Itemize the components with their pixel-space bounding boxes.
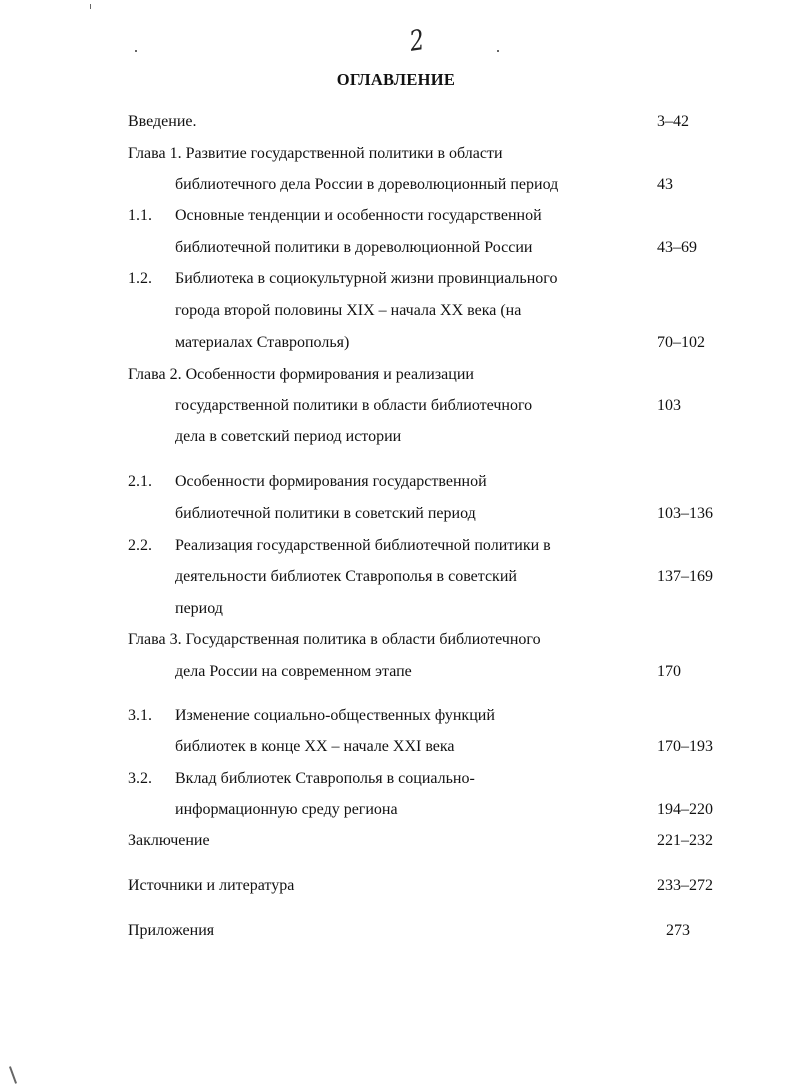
toc-entry-chapter-2-line-1: Глава 2. Особенности формирования и реализации [128,366,474,383]
toc-entry-2-2-line-2: деятельности библиотек Ставрополья в советский [175,568,517,585]
toc-page-3-2: 194–220 [657,801,713,818]
toc-entry-chapter-2-line-2: государственной политики в области библиотечного [175,397,533,414]
toc-entry-1-1-line-1: Основные тенденции и особенности государственной [175,207,542,224]
scan-speck [497,50,499,52]
toc-entry-1-2-line-3: материалах Ставрополья) [175,334,350,351]
toc-entry-chapter-3-line-2: дела России на современном этапе [175,663,412,680]
toc-page-3-1: 170–193 [657,738,713,755]
toc-entry-sources: Источники и литература [128,877,295,894]
toc-page-intro: 3–42 [657,113,689,130]
toc-entry-1-1-line-2: библиотечной политики в дореволюционной России [175,239,533,256]
toc-entry-1-2-line-2: города второй половины XIX – начала XX века (на [175,302,522,319]
toc-entry-3-1-line-1: Изменение социально-общественных функций [175,707,495,724]
toc-page-chapter-2: 103 [657,397,681,414]
page-title: ОГЛАВЛЕНИЕ [336,70,456,89]
toc-entry-3-2-line-2: информационную среду региона [175,801,398,818]
toc-entry-chapter-1-line-1: Глава 1. Развитие государственной политики в области [128,145,503,162]
scan-mark [9,1066,17,1084]
toc-entry-1-2-line-1: Библиотека в социокультурной жизни провинциального [175,270,558,287]
toc-entry-chapter-2-line-3: дела в советский период истории [175,428,402,445]
toc-page-sources: 233–272 [657,877,713,894]
toc-entry-intro: Введение. [128,113,197,130]
toc-page-chapter-1: 43 [657,176,673,193]
handwritten-page-number: 2 [407,23,427,58]
toc-page-conclusion: 221–232 [657,832,713,849]
toc-page-appendices: 273 [666,922,690,939]
toc-entry-chapter-3-line-1: Глава 3. Государственная политика в области библиотечного [128,631,541,648]
scan-speck [135,50,137,52]
toc-entry-2-1-line-2: библиотечной политики в советский период [175,505,476,522]
toc-entry-2-2-line-1: Реализация государственной библиотечной политики в [175,537,551,554]
scan-speck [90,4,91,9]
toc-entry-3-2-line-1: Вклад библиотек Ставрополья в социально- [175,770,475,787]
toc-num-3-1: 3.1. [128,707,152,724]
toc-entry-2-1-line-1: Особенности формирования государственной [175,473,487,490]
toc-entry-appendices: Приложения [128,922,215,939]
toc-page-2-2: 137–169 [657,568,713,585]
toc-page-chapter-3: 170 [657,663,681,680]
toc-entry-3-1-line-2: библиотек в конце XX – начале XXI века [175,738,455,755]
toc-num-1-1: 1.1. [128,207,152,224]
toc-page-1-1: 43–69 [657,239,697,256]
toc-entry-conclusion: Заключение [128,832,210,849]
toc-entry-chapter-1-line-2: библиотечного дела России в дореволюционный период [175,176,559,193]
toc-num-1-2: 1.2. [128,270,152,287]
toc-num-2-1: 2.1. [128,473,152,490]
toc-page-1-2: 70–102 [657,334,705,351]
toc-entry-2-2-line-3: период [175,600,223,617]
toc-num-2-2: 2.2. [128,537,152,554]
toc-page-2-1: 103–136 [657,505,713,522]
toc-num-3-2: 3.2. [128,770,152,787]
